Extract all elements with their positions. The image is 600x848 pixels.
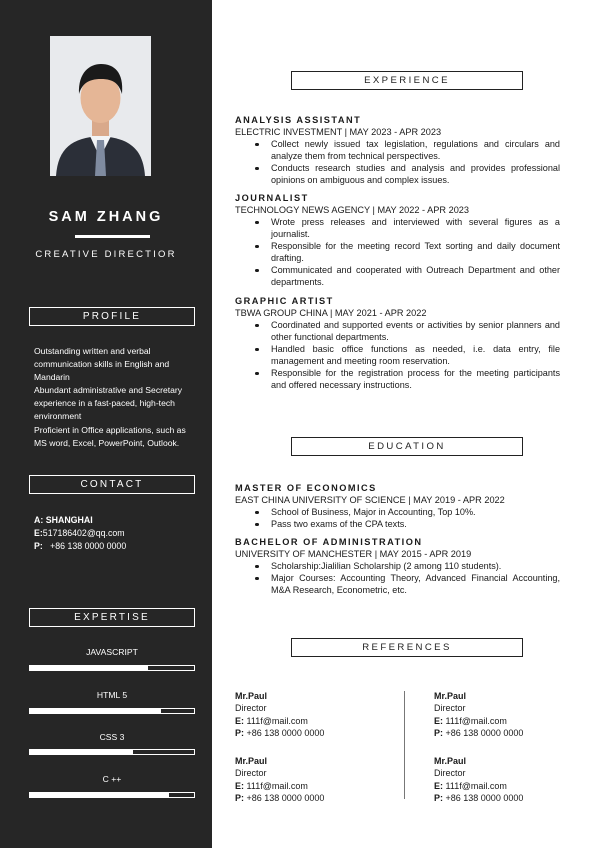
reference-email (434, 780, 523, 792)
skill-bar-fill (30, 709, 161, 713)
skill-bar-fill (30, 793, 169, 797)
education-heading: EDUCATION (291, 437, 523, 456)
references-heading: REFERENCES (291, 638, 523, 657)
reference-card (434, 690, 523, 739)
contact-address (34, 514, 126, 527)
reference-card (235, 755, 324, 804)
bullet-item: Scholarship:Jialilian Scholarship (2 among 110 students). (271, 560, 560, 572)
phone-value: +86 138 0000 0000 (50, 541, 127, 552)
phone-value: +86 138 0000 0000 (445, 727, 524, 738)
job-title: GRAPHIC ARTIST (235, 296, 334, 306)
phone-value: +86 138 0000 0000 (445, 792, 524, 803)
job-subtitle: TBWA GROUP CHINA | MAY 2021 - APR 2022 (235, 308, 427, 318)
email-label: E: (235, 780, 244, 791)
phone-label: P: (235, 727, 244, 738)
education-entry (235, 482, 560, 530)
contact-heading: CONTACT (29, 475, 195, 494)
bullet-item: Pass two exams of the CPA texts. (271, 518, 560, 530)
profile-heading: PROFILE (29, 307, 195, 326)
reference-phone (235, 727, 324, 739)
name-divider (75, 235, 150, 238)
profile-paragraph: Abundant administrative and Secretary experience in a fast-paced, high-tech environment (34, 385, 183, 422)
person-name: SAM ZHANG (48, 209, 164, 225)
profile-paragraph: Proficient in Office applications, such as MS word, Excel, PowerPoint, Outlook. (34, 424, 186, 448)
skill-bar-fill (30, 666, 148, 670)
contact-email (34, 527, 126, 540)
email-label: E: (235, 715, 244, 726)
reference-phone (235, 792, 324, 804)
reference-title: Director (434, 768, 466, 779)
reference-email (434, 715, 523, 727)
expertise-heading: EXPERTISE (29, 608, 195, 627)
skill-name: C ++ (102, 774, 122, 784)
bullet-item: Major Courses: Accounting Theory, Advanced Financial Accounting, M&A Research, Econometric, etc. (271, 573, 560, 595)
bullet-item: Handled basic office functions as needed, i.e. data entry, file management and meeting room reservation. (271, 344, 560, 366)
degree-bullets (271, 560, 560, 596)
profile-text (34, 345, 194, 450)
education-entry (235, 536, 560, 596)
reference-phone (434, 727, 523, 739)
reference-title: Director (434, 703, 466, 714)
skill-bar (29, 749, 195, 755)
sidebar (0, 0, 212, 848)
phone-value: +86 138 0000 0000 (246, 727, 325, 738)
phone-label: P: (34, 541, 43, 552)
email-value: 111f@mail.com (246, 780, 308, 791)
person-role: CREATIVE DIRECTIOR (35, 249, 177, 260)
phone-label: P: (235, 792, 244, 803)
job-subtitle: ELECTRIC INVESTMENT | MAY 2023 - APR 2023 (235, 127, 442, 137)
address-label: A: (34, 515, 44, 525)
profile-photo (50, 36, 151, 176)
reference-name: Mr.Paul (434, 756, 467, 766)
reference-email (235, 780, 324, 792)
reference-card (235, 690, 324, 739)
bullet-item: School of Business, Major in Accounting, Top 10%. (271, 506, 560, 518)
phone-label: P: (434, 727, 443, 738)
job-entry (235, 192, 560, 288)
reference-name: Mr.Paul (235, 756, 268, 766)
skill-bar (29, 665, 195, 671)
degree-title: MASTER OF ECONOMICS (235, 483, 377, 493)
bullet-item: Coordinated and supported events or activities by senior planners and other functional departments. (271, 320, 560, 342)
email-value: 111f@mail.com (246, 715, 308, 726)
reference-name: Mr.Paul (434, 691, 467, 701)
address-value: SHANGHAI (45, 515, 93, 525)
contact-details (34, 514, 126, 554)
skill-bar (29, 708, 195, 714)
job-title: JOURNALIST (235, 193, 309, 203)
degree-subtitle: EAST CHINA UNIVERSITY OF SCIENCE | MAY 2019 - APR 2022 (235, 495, 505, 505)
reference-card (434, 755, 523, 804)
reference-title: Director (235, 768, 267, 779)
experience-heading: EXPERIENCE (291, 71, 523, 90)
bullet-item: Communicated and cooperated with Outreach Department and other departments. (271, 265, 560, 287)
email-label: E: (434, 715, 443, 726)
email-label: E: (34, 528, 43, 539)
skill-bar-fill (30, 750, 133, 754)
phone-value: +86 138 0000 0000 (246, 792, 325, 803)
reference-email (235, 715, 324, 727)
degree-bullets (271, 506, 560, 530)
email-value: 111f@mail.com (445, 715, 507, 726)
reference-name: Mr.Paul (235, 691, 268, 701)
bullet-item: Wrote press releases and interviewed with several figures as a journalist. (271, 217, 560, 239)
bullet-item: Responsible for the registration process for the meeting participants and offered necessary instructions. (271, 368, 560, 390)
bullet-item: Conducts research studies and analysis and provides professional opinions on ambiguous and complex issues. (271, 163, 560, 185)
email-value: 517186402@qq.com (42, 528, 125, 539)
job-entry (235, 114, 560, 186)
skill-bar (29, 792, 195, 798)
degree-subtitle: UNIVERSITY OF MANCHESTER | MAY 2015 - APR 2019 (235, 549, 472, 559)
bullet-item: Collect newly issued tax legislation, regulations and circulars and analyze them from technical perspectives. (271, 139, 560, 161)
job-title: ANALYSIS ASSISTANT (235, 115, 362, 125)
bullet-item: Responsible for the meeting record Text sorting and daily document drafting. (271, 241, 560, 263)
job-subtitle: TECHNOLOGY NEWS AGENCY | MAY 2022 - APR 2023 (235, 205, 470, 215)
skill-name: CSS 3 (99, 732, 125, 742)
email-label: E: (434, 780, 443, 791)
job-bullets (271, 319, 560, 391)
phone-label: P: (434, 792, 443, 803)
email-value: 111f@mail.com (445, 780, 507, 791)
skill-name: HTML 5 (96, 690, 128, 700)
job-entry (235, 295, 560, 391)
skill-name: JAVASCRIPT (86, 647, 138, 657)
reference-phone (434, 792, 523, 804)
profile-paragraph: Outstanding written and verbal communication skills in English and Mandarin (34, 346, 170, 383)
job-bullets (271, 216, 560, 288)
contact-phone (34, 540, 126, 553)
references-divider (404, 691, 405, 799)
job-bullets (271, 138, 560, 186)
degree-title: BACHELOR OF ADMINISTRATION (235, 537, 423, 547)
reference-title: Director (235, 703, 267, 714)
